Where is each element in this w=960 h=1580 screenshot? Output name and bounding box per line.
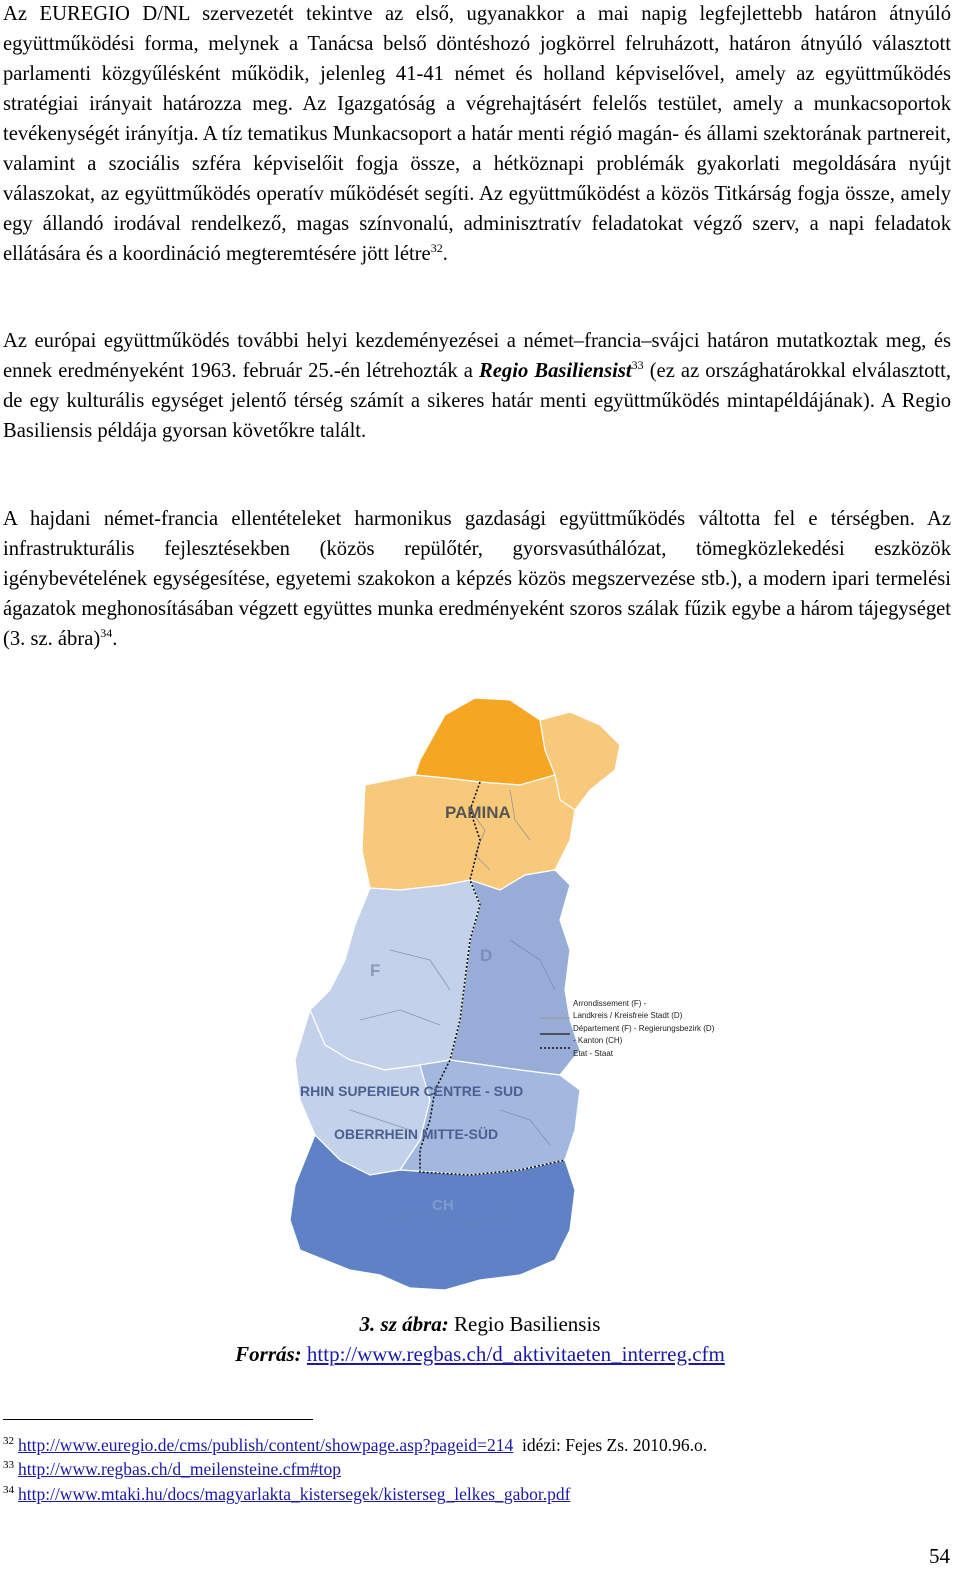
figure-source-label: Forrás: — [235, 1342, 302, 1366]
map-label-pamina: PAMINA — [445, 803, 511, 822]
footnote-ref-34[interactable]: 34 — [100, 626, 113, 640]
footnote-34: $^{34}$ http://www.mtaki.hu/docs/magyarlakta_kistersegek/kisterseg_lelkes_gabor.pdf — [3, 1484, 571, 1504]
footnote-32-link[interactable]: http://www.euregio.de/cms/publish/content/showpage.asp?pageid=214 — [18, 1435, 514, 1455]
figure-title: Regio Basiliensis — [448, 1312, 601, 1336]
paragraph-cooperation: A hajdani német-francia ellentételeket harmonikus gazdasági együttműködés váltotta fel e térségben. Az infrastrukturális fejlesztésekben (közös repülőtér, gyorsvasúthálózat, tömegközlekedési eszközök igénybevételének egységesítése, egyetemi szakokon a képzés közös megszervezése stb.), a modern ipari termelési ágazatok meghonosításában végzett együttes munka eredményeként szoros szálak fűzik egybe a három tájegységet (3. sz. ábra)$^{34}$. — [3, 508, 951, 650]
footnote-ref-32[interactable]: 32 — [430, 241, 443, 255]
figure-source-link[interactable]: http://www.regbas.ch/d_aktivitaeten_interreg.cfm — [306, 1342, 725, 1366]
footnote-divider — [3, 1419, 313, 1420]
footnote-33-link[interactable]: http://www.regbas.ch/d_meilensteine.cfm#top — [18, 1459, 342, 1479]
paragraph-regio-basiliensis: Az európai együttműködés további helyi kezdeményezései a német–francia–svájci határon mutatkoztak meg, és ennek eredményeként 1963. február 25.-én létrehozták a Regio Basiliensist$^{33}$ (ez az országhatárokkal elválasztott, de egy kulturális egységet jelentő térség számít a sikeres határ menti együttműködés mintapéldájának). A Regio Basiliensis példája gyorsan követőkre talált. — [3, 330, 951, 442]
map-label-oberrhein: OBERRHEIN MITTE-SÜD — [334, 1126, 499, 1142]
legend-item-kanton: - Kanton (CH) — [573, 1036, 623, 1045]
footnote-33: $^{33}$ http://www.regbas.ch/d_meilensteine.cfm#top — [3, 1459, 342, 1479]
figure-source — [0, 1339, 960, 1369]
map-label-d: D — [480, 946, 493, 965]
regio-basiliensist-term: Regio Basiliensist — [479, 360, 632, 382]
map-label-ch: CH — [432, 1197, 454, 1214]
figure-number: 3. sz ábra: — [359, 1312, 449, 1336]
footnote-34-link[interactable]: http://www.mtaki.hu/docs/magyarlakta_kistersegek/kisterseg_lelkes_gabor.pdf — [18, 1484, 571, 1504]
paragraph-euregio-text: Az EUREGIO D/NL szervezetét tekintve az első, ugyanakkor a mai napig legfejlettebb határon átnyúló együttműködési forma, melynek a Tanácsa belső döntéshozó jogkörrel felruházott, határon átnyúló választott parlamenti közgyűlésként működik, jelenleg 41-41 német és holland képviselővel, amely az együttműködés stratégiai irányait határozza meg. Az Igazgatóság a végrehajtásért felelős testület, amely a munkacsoportok tevékenységét irányítja. A tíz tematikus Munkacsoport a határ menti régió magán- és állami szektorának partnereit, valamint a szociális szféra képviselőit fogja össze, a hétköznapi problémák gyakorlati megoldására nyújt válaszokat, az együttműködés operatív működését segíti. Az együttműködést a közös Titkárság fogja össze, amely egy állandó irodával rendelkező, magas színvonalú, adminisztratív feladatokat végző szerv, a napi feladatok ellátására és a koordináció megteremtésére jött létre — [3, 3, 951, 265]
map-region-oberrhein-de — [400, 1060, 580, 1175]
map-region-pamina-north — [415, 698, 555, 785]
map-label-f: F — [370, 961, 381, 980]
legend-item-departement: Département (F) - Regierungsbezirk (D) — [573, 1024, 715, 1033]
regio-basiliensis-map — [270, 690, 770, 1306]
page-number: 54 — [929, 1544, 950, 1568]
legend-item-etat: Etat - Staat — [573, 1049, 614, 1058]
map-label-rhin-superieur: RHIN SUPERIEUR CENTRE - SUD — [300, 1083, 524, 1099]
legend-item-arrondissement: Arrondissement (F) - — [573, 999, 647, 1008]
footnote-ref-33[interactable]: 33 — [631, 358, 644, 372]
footnote-32: $^{32}$ http://www.euregio.de/cms/publish/content/showpage.asp?pageid=214 idézi: Fejes Zs. 2010.96.o. — [3, 1435, 708, 1455]
paragraph-euregio: Az EUREGIO D/NL szervezetét tekintve az első, ugyanakkor a mai napig legfejlettebb határon átnyúló együttműködési forma, melynek a Tanácsa belső döntéshozó jogkörrel felruházott, határon átnyúló választott parlamenti közgyűlésként működik, jelenleg 41-41 német és holland képviselővel, amely az együttműködés stratégiai irányait határozza meg. Az Igazgatóság a végrehajtásért felelős testület, amely a munkacsoportok tevékenységét irányítja. A tíz tematikus Munkacsoport a határ menti régió magán- és állami szektorának partnereit, valamint a szociális szféra képviselőit fogja össze, a hétköznapi problémák gyakorlati megoldására nyújt válaszokat, az együttműködés operatív működését segíti. Az együttműködést a közös Titkárság fogja össze, amely egy állandó irodával rendelkező, magas színvonalú, adminisztratív feladatokat végző szerv, a napi feladatok ellátására és a koordináció megteremtésére jött létre$^{32}$. — [3, 3, 951, 265]
figure-caption — [0, 1309, 960, 1339]
legend-item-landkreis: Landkreis / Kreisfreie Stadt (D) — [573, 1011, 683, 1020]
